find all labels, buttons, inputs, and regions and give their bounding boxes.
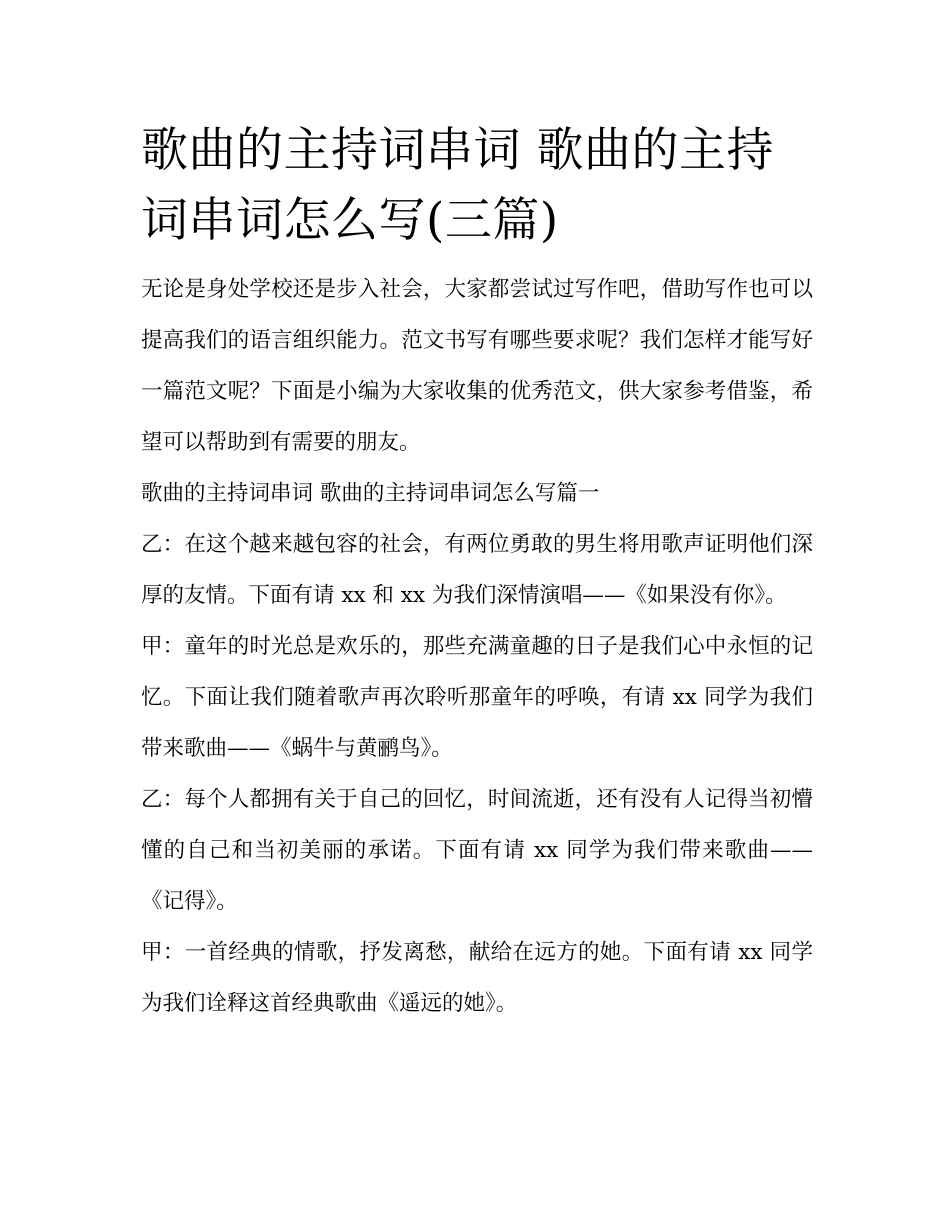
intro-paragraph: 无论是身处学校还是步入社会，大家都尝试过写作吧，借助写作也可以提高我们的语言组织能力。范文书写有哪些要求呢？我们怎样才能写好一篇范文呢？下面是小编为大家收集的优秀范文，供大家参考借鉴，希望可以帮助到有需要的朋友。 [141,277,813,455]
document-page [141,116,813,1029]
script-paragraph: 甲：童年的时光总是欢乐的，那些充满童趣的日子是我们心中永恒的记忆。下面让我们随着歌声再次聆听那童年的呼唤，有请 xx 同学为我们带来歌曲——《蜗牛与黄鹂鸟》。 [141,634,813,761]
document-title: 歌曲的主持词串词 歌曲的主持词串词怎么写(三篇) [141,123,774,248]
script-paragraph: 甲：一首经典的情歌，抒发离愁，献给在远方的她。下面有请 xx 同学为我们诠释这首经典歌曲《遥远的她》。 [141,940,813,1016]
script-paragraph: 乙：每个人都拥有关于自己的回忆，时间流逝，还有没有人记得当初懵懂的自己和当初美丽的承诺。下面有请 xx 同学为我们带来歌曲——《记得》。 [141,787,813,914]
script-paragraph: 乙：在这个越来越包容的社会，有两位勇敢的男生将用歌声证明他们深厚的友情。下面有请 xx 和 xx 为我们深情演唱——《如果没有你》。 [141,532,813,608]
section-heading: 歌曲的主持词串词 歌曲的主持词串词怎么写篇一 [141,481,600,506]
